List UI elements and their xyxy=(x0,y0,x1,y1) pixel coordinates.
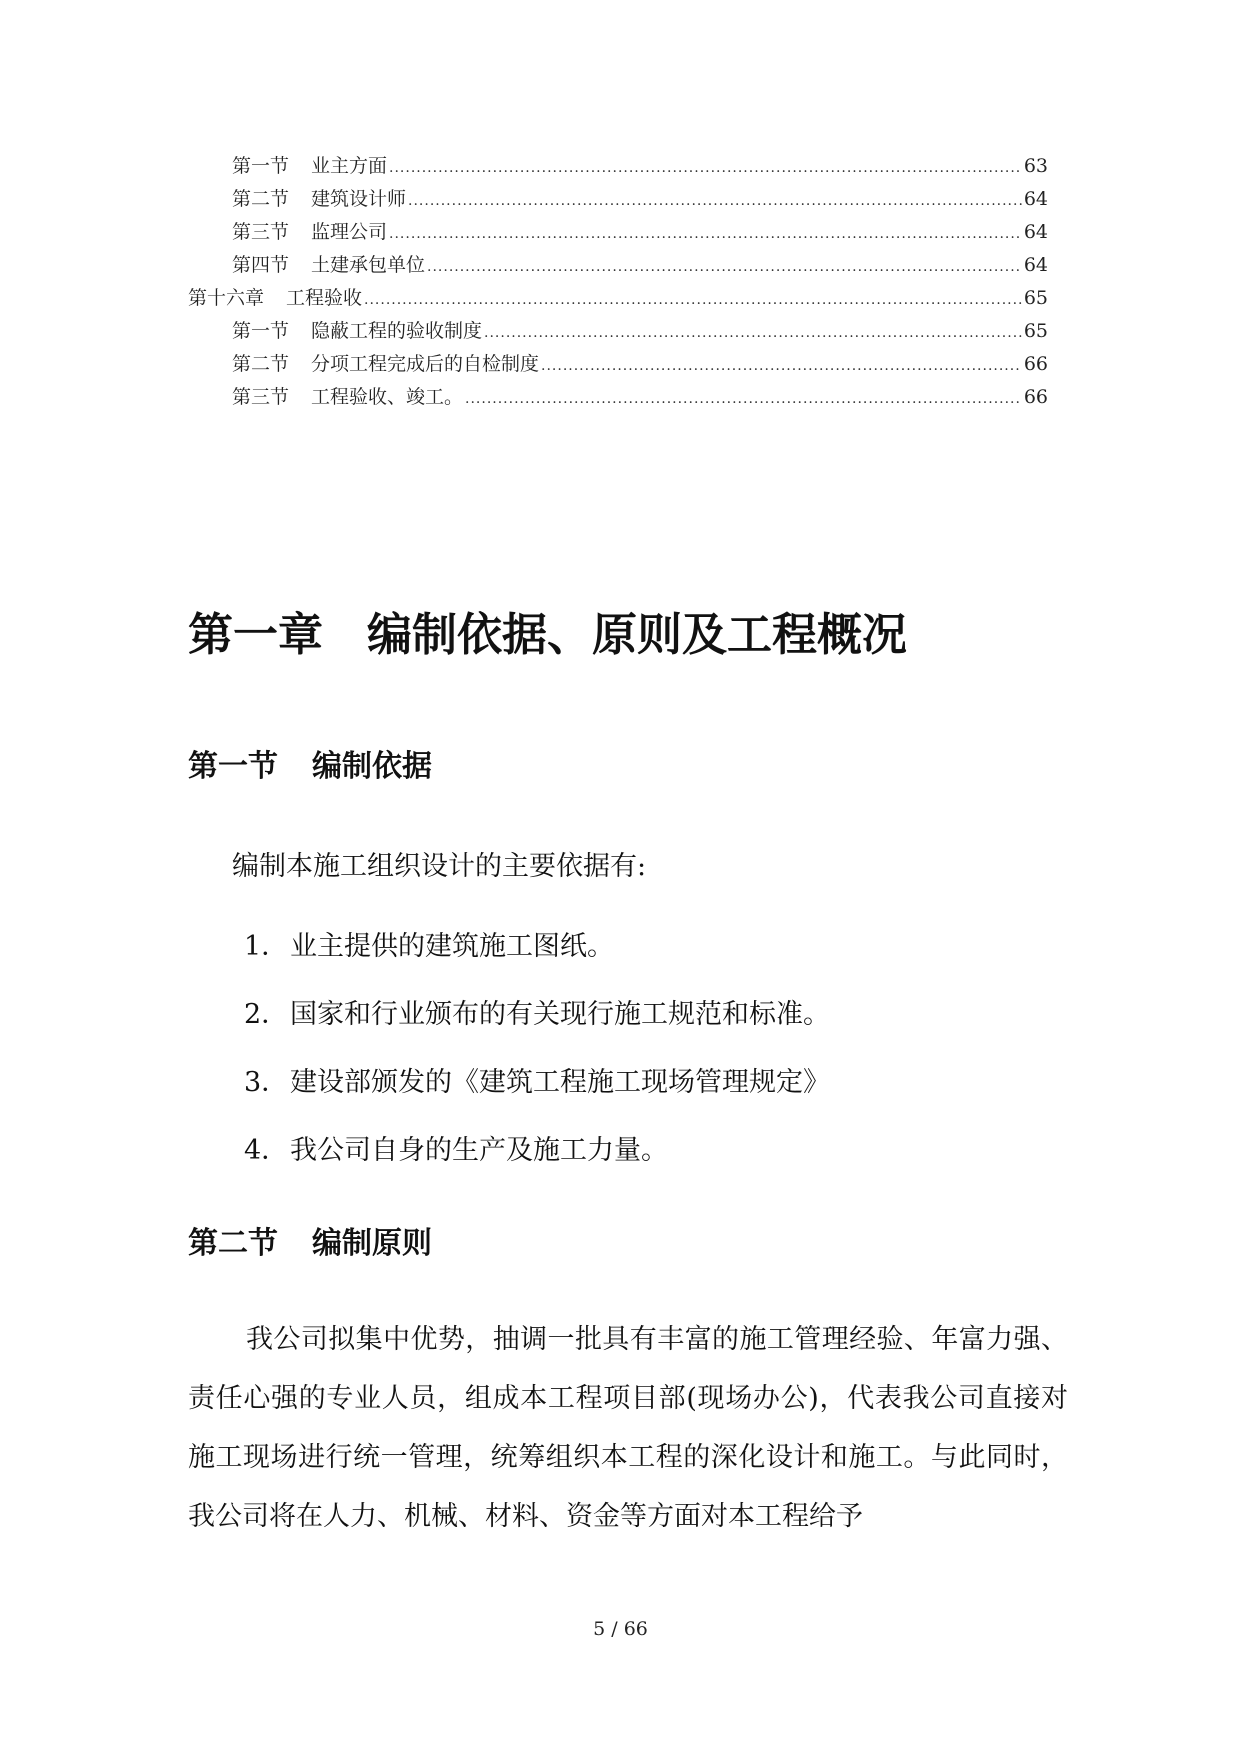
toc-leader-dots xyxy=(389,152,1022,185)
toc-entry-title: 业主方面 xyxy=(311,155,388,177)
body-paragraph: 我公司拟集中优势，抽调一批具有丰富的施工管理经验、年富力强、责任心强的专业人员，组成本工程项目部(现场办公)，代表我公司直接对施工现场进行统一管理，统筹组织本工程的深化设计和施工。与此同时，我公司将在人力、机械、材料、资金等方面对本工程给予 xyxy=(188,1324,1068,1532)
toc-entry[interactable] xyxy=(188,381,1048,414)
section-title xyxy=(188,1222,432,1266)
section-heading-text: 编制依据 xyxy=(312,749,432,784)
toc-entry-number: 第二节 xyxy=(232,188,290,210)
chapter-heading-text: 编制依据、原则及工程概况 xyxy=(367,608,908,661)
list-item-number: 4． xyxy=(244,1135,289,1166)
toc-entry-page: 64 xyxy=(1023,254,1048,276)
toc-entry[interactable] xyxy=(188,315,1048,348)
toc-entry-title: 隐蔽工程的验收制度 xyxy=(311,320,483,342)
toc-entry-title: 分项工程完成后的自检制度 xyxy=(311,353,540,375)
chapter-title xyxy=(188,605,907,665)
toc-entry-number: 第三节 xyxy=(232,386,290,408)
section-title xyxy=(188,745,432,789)
chapter-number: 第一章 xyxy=(188,608,324,661)
toc-leader-dots xyxy=(465,383,1022,416)
toc-entry[interactable] xyxy=(188,216,1048,249)
list-item xyxy=(244,1129,830,1197)
list-item-text: 建设部颁发的《建筑工程施工现场管理规定》 xyxy=(290,1067,830,1098)
toc-entry-page: 66 xyxy=(1023,386,1048,408)
toc-entry-number: 第三节 xyxy=(232,221,290,243)
list-item-text: 我公司自身的生产及施工力量。 xyxy=(290,1135,668,1166)
section-intro-text: 编制本施工组织设计的主要依据有: xyxy=(232,851,647,882)
section-number: 第一节 xyxy=(188,749,278,784)
list-item-number: 2． xyxy=(244,999,289,1030)
list-item-text: 国家和行业颁布的有关现行施工规范和标准。 xyxy=(290,999,830,1030)
toc-entry-page: 65 xyxy=(1023,320,1048,342)
toc-leader-dots xyxy=(364,284,1022,317)
toc-entry-number: 第二节 xyxy=(232,353,290,375)
toc-entry-page: 64 xyxy=(1023,188,1048,210)
toc-entry-number: 第十六章 xyxy=(188,287,265,309)
toc-entry-page: 63 xyxy=(1023,155,1048,177)
toc-entry-title: 工程验收 xyxy=(286,287,363,309)
toc-entry[interactable] xyxy=(188,249,1048,282)
section-heading-text: 编制原则 xyxy=(312,1226,432,1261)
list-item xyxy=(244,1061,830,1129)
toc-leader-dots xyxy=(427,251,1022,284)
toc-entry-title: 土建承包单位 xyxy=(311,254,426,276)
toc-entry-number: 第四节 xyxy=(232,254,290,276)
table-of-contents xyxy=(188,150,1048,414)
toc-leader-dots xyxy=(389,218,1022,251)
toc-entry-page: 66 xyxy=(1023,353,1048,375)
toc-entry[interactable] xyxy=(188,150,1048,183)
list-item-number: 3． xyxy=(244,1067,289,1098)
toc-entry-number: 第一节 xyxy=(232,155,290,177)
toc-entry-title: 建筑设计师 xyxy=(311,188,407,210)
list-item-number: 1． xyxy=(244,931,289,962)
toc-entry-title: 监理公司 xyxy=(311,221,388,243)
toc-entry[interactable] xyxy=(188,348,1048,381)
toc-leader-dots xyxy=(484,317,1022,350)
toc-entry-number: 第一节 xyxy=(232,320,290,342)
toc-entry[interactable] xyxy=(188,183,1048,216)
list-item xyxy=(244,925,830,993)
page-number-footer: 5 / 66 xyxy=(593,1618,648,1640)
toc-entry-page: 64 xyxy=(1023,221,1048,243)
section-number: 第二节 xyxy=(188,1226,278,1261)
toc-entry-title: 工程验收、竣工。 xyxy=(311,386,464,408)
toc-leader-dots xyxy=(408,185,1022,218)
basis-list xyxy=(244,925,830,1197)
list-item-text: 业主提供的建筑施工图纸。 xyxy=(290,931,614,962)
toc-entry-page: 65 xyxy=(1023,287,1048,309)
toc-leader-dots xyxy=(541,350,1022,383)
list-item xyxy=(244,993,830,1061)
toc-entry-chapter[interactable] xyxy=(188,282,1048,315)
